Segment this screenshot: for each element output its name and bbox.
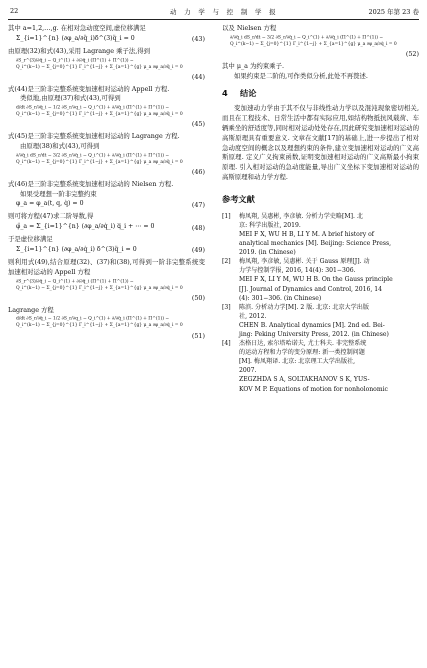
equation-line: ∂S_r^(3)/∂q̈_i − Q_i^(1) + ∂/∂q̈_i (Π^(1) + Π^(1)) −	[16, 278, 134, 284]
equation-line: d/dt ∂S_r/∂q̈_i − 1/2 ∂S_r/∂q_i − Q_i^(1) + ∂/∂q̈_i (Π^(1) + Π^(1)) −	[16, 316, 170, 322]
reference-line: 社, 2012.	[239, 312, 267, 320]
equation-line: φ_a = φ_a(t, q, q̇) = 0	[16, 200, 84, 208]
equation-line: Q_i^(k−1) − Σ_{j=0}^{1} Γ_i^{1−j} + Σ_{a=1}^{g} μ_a ∂φ_a/∂q̈_i = 0	[16, 64, 183, 70]
reference-line: 力学与控制学报, 2016, 14(4): 301−306.	[239, 267, 356, 275]
section-title: 结论	[240, 88, 257, 99]
reference-item	[222, 303, 419, 339]
reference-line: MEI F X, LI Y M, WU H B. On the Gauss principle	[239, 276, 393, 284]
conclusion-paragraph: 变加速动力学由于其不仅与非线性动力学以及混沌现象密切相关,而且在工程技术、日常生活中都有实际应用,如结构物抵抗风载荷、车辆乘坐的舒适度等,同时相对运动处处存在,因此研究变加速相对运动的高斯原理具有重要意义. 文章在文献[17]的基础上,进一步提出了相对急动度空间的概念以及理想约束的条件,建立变加速相对运动的广义高斯原理. 定义广义拘束函数,证明变加速相对运动的广义高斯最小拘束原理. 引入相对运动的急动度能量,导出广义坐标下变加速相对运动的高斯原理和动力学方程.	[222, 104, 419, 181]
paragraph: 由原理(38)和式(43),可得到	[20, 141, 100, 150]
reference-line: 陈滨. 分析动力学[M]. 2 版. 北京: 北京大学出版	[239, 303, 369, 311]
reference-line: 2019. (in Chinese)	[239, 249, 296, 257]
equation-number: (47)	[191, 200, 205, 209]
equation-number: (48)	[191, 223, 205, 232]
equation-number: (51)	[191, 331, 205, 340]
paragraph: 式(44)是三阶非完整系统变加速相对运动的 Appell 方程.	[8, 84, 170, 93]
left-column	[8, 24, 205, 664]
reference-line: ZEGZHDA S A, SOLTAKHANOV S K, YUS-	[239, 376, 370, 384]
reference-number: [3]	[222, 303, 231, 311]
issue-info: 2025 年第 23 卷	[368, 8, 419, 16]
paragraph: 如果约束是二阶的,可作类似分析,此处不再赘述.	[234, 71, 368, 80]
equation-number: (49)	[191, 246, 205, 255]
equation-line: Q_i^(k−1) − Σ_{j=0}^{1} Γ_i^{1−j} + Σ_{a=1}^{g} μ_a ∂φ_a/∂q̇_i = 0	[16, 284, 183, 291]
equation-line: Q_i^(k−1) − Σ_{j=0}^{1} Γ_i^{1−j} + Σ_{a=1}^{g} μ_a ∂φ_a/∂q̈_i = 0	[16, 111, 183, 117]
equation-line: Σ_{i=1}^{n} (∂φ_a/∂q̈_i)δ^(3)q̈_i = 0	[16, 34, 135, 42]
running-header	[0, 0, 427, 20]
equation-line: ∂S_r^(3)/∂q̈_i − Q_i^(1) + ∂/∂q̈_i (Π^(1) + Π^(1)) −	[16, 57, 134, 63]
equation-number: (44)	[191, 72, 205, 81]
reference-item	[222, 257, 419, 302]
reference-number: [2]	[222, 258, 231, 266]
paragraph: 如果受理想一阶非完整约束	[20, 189, 97, 198]
paragraph: 由原理(32)和式(43),采用 Lagrange 乘子法,得到	[8, 46, 151, 55]
paragraph: 其中 μ_a 为约束乘子.	[222, 61, 284, 70]
reference-line: CHEN B. Analytical dynamics [M]. 2nd ed. Bei-	[239, 321, 385, 329]
reference-line: 2007.	[239, 367, 257, 375]
reference-number: [4]	[222, 340, 231, 348]
equation	[8, 222, 205, 235]
equation	[8, 245, 205, 258]
equation-number: (43)	[191, 35, 205, 44]
reference-line: [M]. 梅凤翔译. 北京: 北京理工大学出版社,	[239, 358, 356, 366]
paragraph: 则利用式(49),结合原理(32)、(37)和(38),可得到一阶非完整系统变加速相对运动的 Appell 方程	[8, 257, 205, 276]
page-number: 22	[10, 7, 19, 15]
paragraph: 其中 a=1,2,…,g. 在相对急动度空间,虚位移满足	[8, 24, 146, 32]
equation-line: ∂/∂q̈_i dS_r/dt − 3/2 ∂S_r/∂q̈_i − Q_i^(1) + ∂/∂q̈_i (Π^(1) + Π^(1)) −	[230, 34, 384, 40]
reference-number: [1]	[222, 212, 231, 220]
equation-line: ∂/∂q̈_i dS_r/dt − 3/2 ∂S_r/∂q̈_i − Q_i^(1) + ∂/∂q̈_i (Π^(1) + Π^(1)) −	[16, 152, 170, 158]
paragraph: 类似地,由原理(37)和式(43),可得到	[20, 94, 121, 103]
equation-line: d/dt ∂S_r/∂q̈_i − 1/2 ∂S_r/∂q_i − Q_i^(1) + ∂/∂q̈_i (Π^(1) + Π^(1)) −	[16, 104, 170, 110]
reference-line: 的运动方程和力学的变分原理: 新一类控制问题	[239, 349, 365, 357]
equation-number: (45)	[191, 120, 205, 129]
reference-line: analytical mechanics [M]. Beijing: Science Press,	[239, 240, 392, 248]
equation	[8, 57, 205, 85]
reference-line: 梅凤翔, 吴惠彬, 李彦敏. 分析力学史略[M]. 北	[239, 212, 363, 220]
paragraph: 式(46)是三阶非完整系统变加速相对运动的 Nielsen 方程.	[8, 179, 174, 188]
reference-line: KOV M P. Equations of motion for nonholonomic	[239, 385, 388, 393]
equation	[8, 152, 205, 180]
reference-line: 梅凤翔, 李彦敏, 吴惠彬. 关于 Gauss 原理[J]. 动	[239, 258, 370, 266]
reference-item	[222, 339, 419, 394]
reference-line: [J]. Journal of Dynamics and Control, 2016, 14	[239, 285, 383, 293]
equation	[8, 104, 205, 132]
right-column	[222, 24, 419, 664]
reference-line: (4): 301−306. (in Chinese)	[239, 294, 322, 302]
section-number: 4	[222, 88, 228, 99]
reference-item	[222, 212, 419, 257]
reference-line: 京: 科学出版社, 2019.	[239, 221, 301, 229]
reference-line: 杰格日达, 索尔塔哈诺夫, 尤士科夫. 非完整系统	[239, 340, 367, 348]
paragraph: Lagrange 方程	[8, 305, 54, 314]
header-rule	[8, 19, 419, 20]
equation-line: Q_i^(k−1) − Σ_{j=0}^{1} Γ_i^{1−j} + Σ_{a=1}^{g} μ_a ∂φ_a/∂q̈_i = 0	[16, 159, 183, 165]
equation-number: (46)	[191, 167, 205, 176]
section-heading	[222, 87, 419, 99]
equation	[8, 315, 205, 343]
equation-line: φ̈_a = Σ_{i=1}^{n} (∂φ_a/∂q̇_i) q⃛_i + ⋯ = 0	[16, 223, 155, 231]
equation-number: (50)	[191, 293, 205, 302]
paragraph: 以及 Nielsen 方程	[222, 24, 277, 32]
journal-title: 动 力 学 与 控 制 学 报	[170, 8, 279, 16]
equation-52	[222, 34, 419, 62]
equation	[8, 199, 205, 212]
equation-line: Q_i^(k−1) − Σ_{j=0}^{1} Γ_i^{1−j} + Σ_{a=1}^{g} μ_a ∂φ_a/∂q̇_i = 0	[230, 41, 397, 47]
equation-line: Σ_{i=1}^{n} (∂φ_a/∂q̇_i) δ^(3)q̈_i = 0	[16, 245, 137, 253]
reference-line: MEI F X, WU H B, LI Y M. A brief history of	[239, 230, 375, 238]
paragraph: 则可将方程(47)求二阶导数,得	[8, 212, 94, 221]
equation	[8, 278, 205, 306]
reference-list	[222, 212, 419, 394]
paragraph: 式(45)是三阶非完整系统变加速相对运动的 Lagrange 方程.	[8, 132, 180, 141]
references-heading: 参考文献	[222, 193, 255, 204]
equation-line: Q_i^(k−1) − Σ_{j=0}^{1} Γ_i^{1−j} + Σ_{a=1}^{g} μ_a ∂φ_a/∂q̇_i = 0	[16, 322, 183, 328]
paragraph: 于是虚位移满足	[8, 235, 53, 244]
reference-line: jing: Peking University Press, 2012. (in Chinese)	[239, 330, 389, 338]
equation	[8, 34, 205, 47]
equation-number: (52)	[405, 50, 419, 58]
